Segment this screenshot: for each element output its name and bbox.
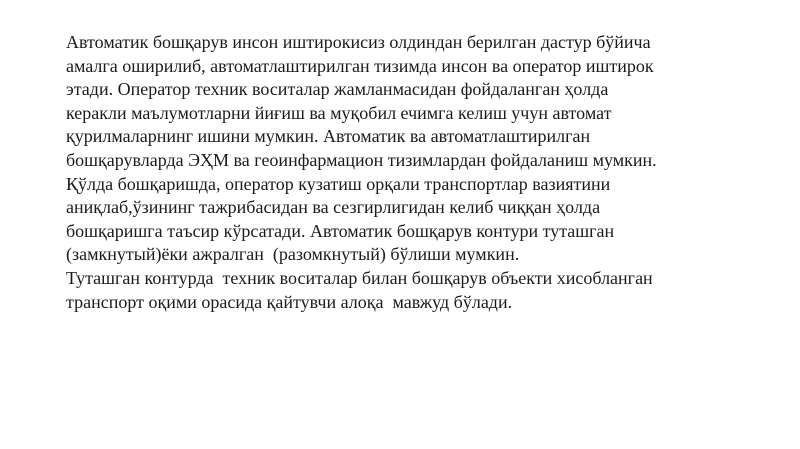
text-line: аниқлаб,ўзининг тажрибасидан ва сезгирлигидан келиб чиққан ҳолда — [66, 197, 601, 218]
text-line: Қўлда бошқаришда, оператор кузатиш орқали транспортлар вазиятини — [66, 173, 611, 194]
text-line: Автоматик бошқарув инсон иштирокисиз олдиндан берилган дастур бўйича — [66, 32, 651, 52]
text-line: бошқарувларда ЭҲМ ва геоинфармацион тизимлардан фойдаланиш мумкин. — [66, 149, 657, 170]
text-line: бошқаришга таъсир кўрсатади. Автоматик бошқарув контури туташган — [66, 220, 615, 241]
text-line: (замкнутый)ёки ажралган (разомкнутый) бўлиши мумкин. — [66, 244, 520, 265]
body-text — [66, 31, 756, 314]
text-line: транспорт оқими орасида қайтувчи алоқа мавжуд бўлади. — [66, 291, 513, 312]
text-line: Туташган контурда техник воситалар билан бошқарув объекти хисобланган — [66, 267, 653, 288]
text-line: қурилмаларнинг ишини мумкин. Автоматик ва автоматлаштирилган — [66, 126, 591, 147]
text-line: керакли маълумотларни йиғиш ва муқобил ечимга келиш учун автомат — [66, 102, 612, 123]
text-line: амалга оширилиб, автоматлаштирилган тизимда инсон ва оператор иштирок — [66, 55, 654, 76]
text-line: этади. Оператор техник воситалар жамланмасидан фойдаланган ҳолда — [66, 79, 609, 100]
